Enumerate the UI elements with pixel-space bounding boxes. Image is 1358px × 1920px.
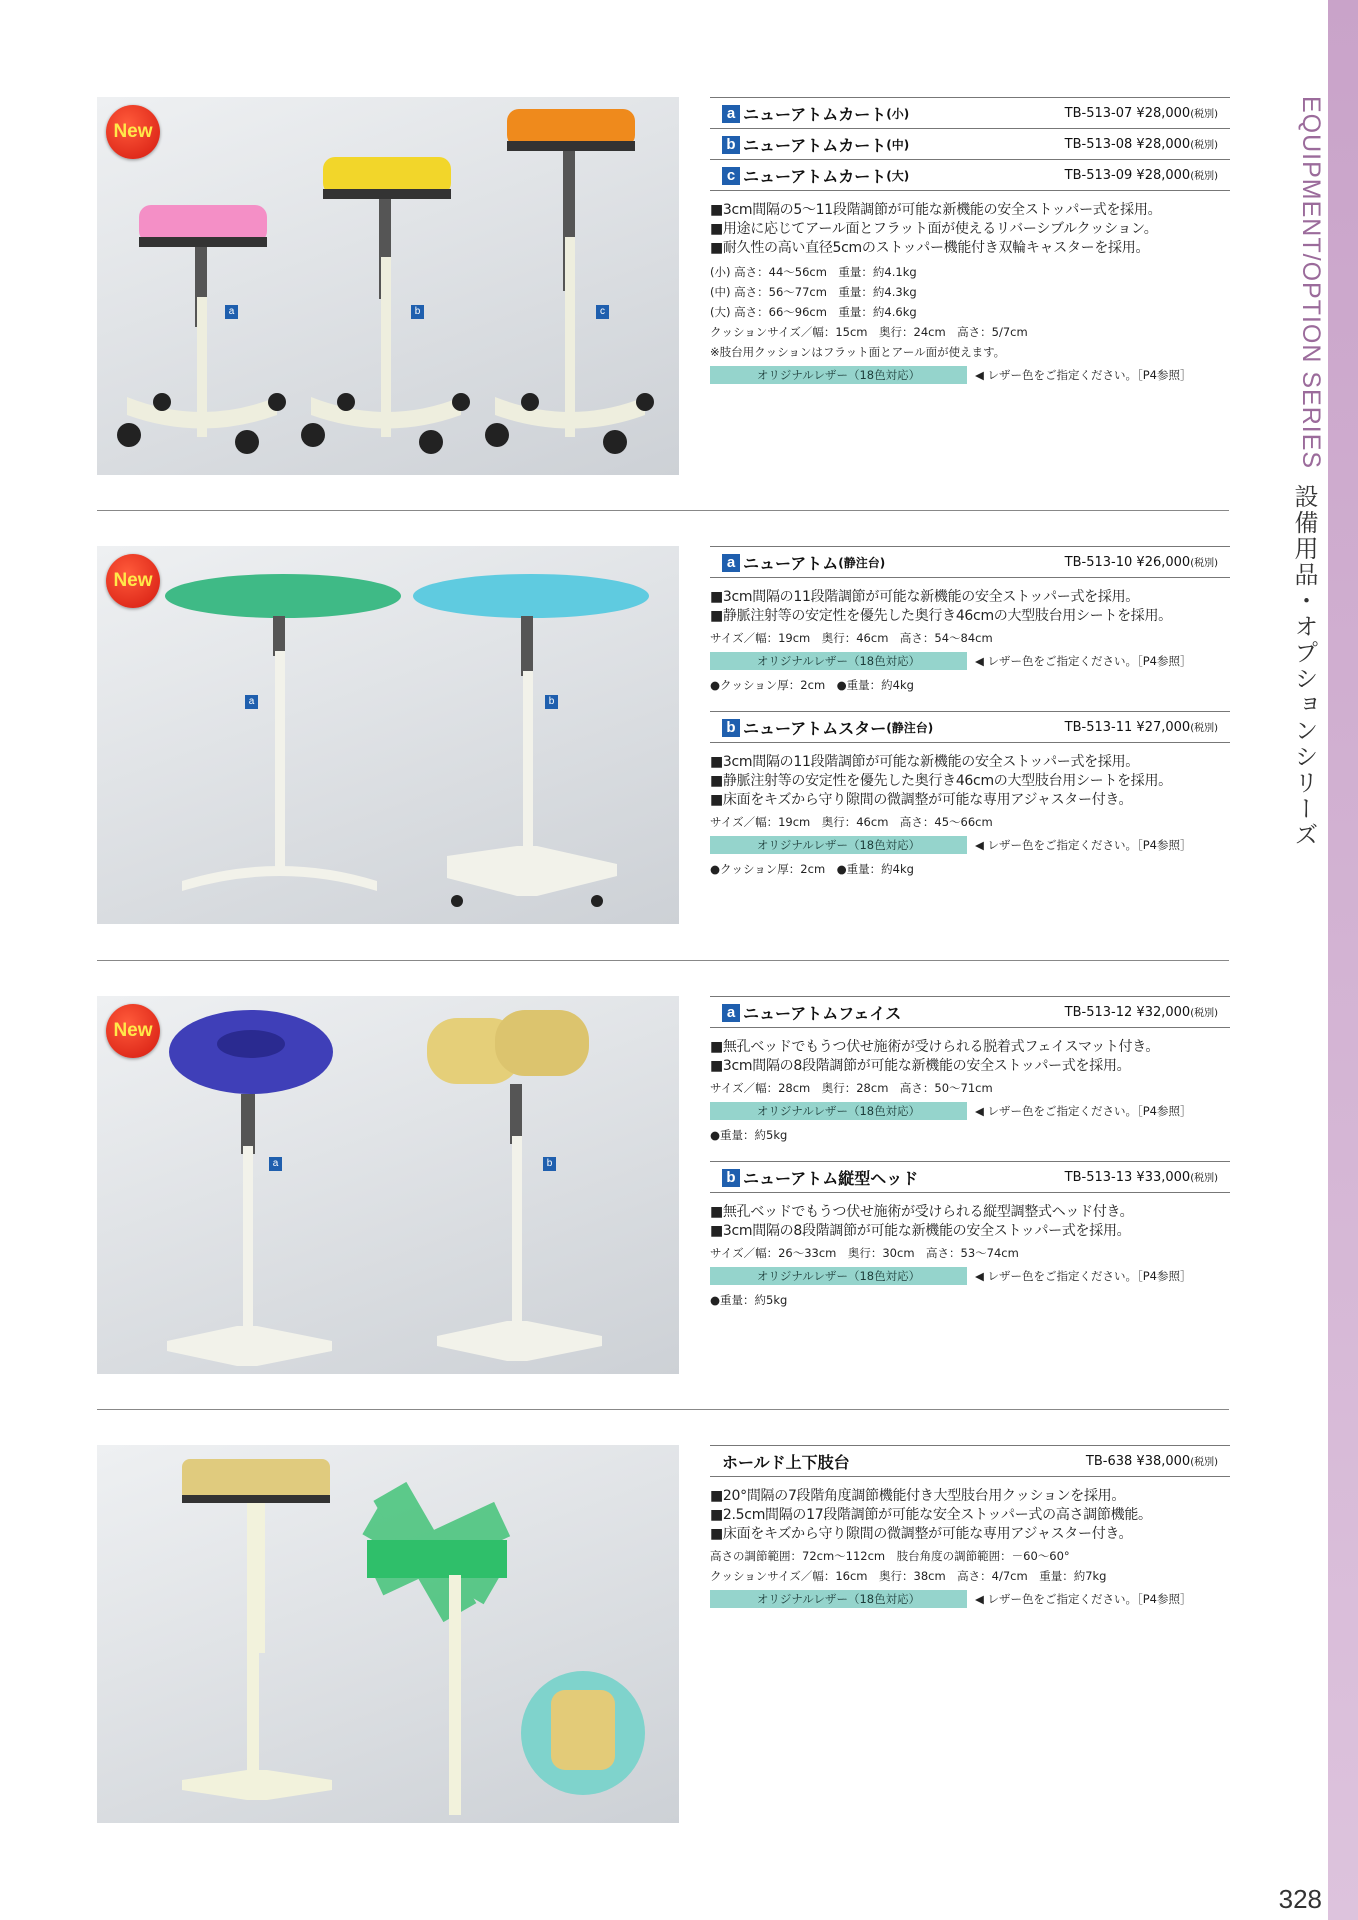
feature-line: ■3cm間隔の5～11段階調節が可能な新機能の安全ストッパー式を採用。: [710, 202, 1162, 218]
leather-row: [710, 652, 1230, 671]
photo-label-a: a: [269, 1157, 282, 1171]
feature-list: [710, 1038, 1230, 1076]
hold-limb-illustration: [97, 1445, 679, 1823]
new-badge: New: [106, 1004, 160, 1058]
leather-tag: オリジナルレザー（18色対応）: [710, 836, 967, 854]
section-hold-limb-stand: [97, 1445, 1229, 1825]
atom-face-illustration: [97, 996, 679, 1374]
photo-label-c: c: [596, 305, 609, 319]
feature-list: [710, 201, 1230, 258]
atom-cart-illustration: [97, 97, 679, 475]
spec-line: (中) 高さ：56～77cm 重量：約4.3kg: [710, 285, 917, 299]
product-header: [710, 160, 1230, 191]
product-letter: a: [722, 554, 740, 572]
product-code: TB-513-09: [1064, 168, 1133, 183]
product-header: [710, 711, 1230, 743]
product-photo-atom-face: [97, 996, 679, 1374]
feature-line: ■2.5cm間隔の17段階調節が可能な安全ストッパー式の高さ調節機能。: [710, 1507, 1152, 1523]
product-info-atom-cart: [710, 97, 1230, 385]
spec-list: [710, 262, 1230, 362]
leather-row: [710, 836, 1230, 855]
leather-row: [710, 366, 1230, 385]
product-price: ¥32,000: [1136, 1005, 1191, 1020]
feature-line: ■20°間隔の7段階角度調節機能付き大型肢台用クッションを採用。: [710, 1488, 1126, 1504]
product-price: ¥28,000: [1136, 106, 1191, 121]
tax-label: (税別): [1190, 1008, 1218, 1019]
product-header: [710, 996, 1230, 1028]
tax-label: (税別): [1190, 109, 1218, 120]
feature-list: [710, 1203, 1230, 1241]
feature-line: ■床面をキズから守り隙間の微調整が可能な専用アジャスター付き。: [710, 792, 1133, 808]
leather-note: ◀ レザー色をご指定ください。［P4参照］: [975, 1592, 1192, 1606]
product-photo-hold-limb: [97, 1445, 679, 1823]
product-header: [710, 1161, 1230, 1193]
product-name: ニューアトムカート: [743, 136, 887, 155]
product-photo-atom-cart: [97, 97, 679, 475]
product-letter: b: [722, 1169, 740, 1187]
spec-line: サイズ／幅：28cm 奥行：28cm 高さ：50～71cm: [710, 1081, 993, 1095]
feature-line: ■無孔ベッドでもうつ伏せ施術が受けられる縦型調整式ヘッド付き。: [710, 1204, 1134, 1220]
leather-tag: オリジナルレザー（18色対応）: [710, 1267, 967, 1285]
section-divider: [97, 1409, 1229, 1410]
feature-list: [710, 753, 1230, 810]
section-divider: [97, 960, 1229, 961]
spec-line: ※肢台用クッションはフラット面とアール面が使えます。: [710, 345, 1006, 359]
product-letter: b: [722, 136, 740, 154]
product-code: TB-513-13: [1064, 1170, 1133, 1185]
feature-line: ■3cm間隔の8段階調節が可能な新機能の安全ストッパー式を採用。: [710, 1223, 1131, 1239]
spec-line: サイズ／幅：26～33cm 奥行：30cm 高さ：53～74cm: [710, 1246, 1019, 1260]
product-subname: (静注台): [886, 721, 934, 735]
notes-line: ●クッション厚：2cm ●重量：約4kg: [710, 678, 914, 692]
new-badge: New: [106, 105, 160, 159]
product-subname: (静注台): [838, 556, 886, 570]
product-letter: a: [722, 105, 740, 123]
feature-line: ■静脈注射等の安定性を優先した奥行き46cmの大型肢台用シートを採用。: [710, 773, 1172, 789]
spec-list: [710, 1546, 1230, 1586]
product-header: [710, 1445, 1230, 1477]
product-name: ニューアトムフェイス: [743, 1004, 902, 1023]
leather-tag: オリジナルレザー（18色対応）: [710, 366, 967, 384]
product-info-atom-iv: [710, 546, 1230, 879]
tax-label: (税別): [1190, 723, 1218, 734]
leather-row: [710, 1102, 1230, 1121]
notes-line: ●重量：約5kg: [710, 1128, 788, 1142]
product-subname: (大): [886, 169, 910, 183]
leather-tag: オリジナルレザー（18色対応）: [710, 1102, 967, 1120]
sidebar-accent-bar: [1328, 0, 1358, 1920]
leather-note: ◀ レザー色をご指定ください。［P4参照］: [975, 838, 1192, 852]
feature-list: [710, 1487, 1230, 1544]
product-code: TB-638: [1085, 1454, 1133, 1469]
product-price: ¥28,000: [1136, 137, 1191, 152]
product-letter: c: [722, 167, 740, 185]
section-divider: [97, 510, 1229, 511]
spec-line: (大) 高さ：66～96cm 重量：約4.6kg: [710, 305, 917, 319]
tax-label: (税別): [1190, 558, 1218, 569]
product-header: [710, 97, 1230, 129]
product-price: ¥33,000: [1136, 1170, 1191, 1185]
leather-note: ◀ レザー色をご指定ください。［P4参照］: [975, 1269, 1192, 1283]
product-price: ¥28,000: [1136, 168, 1191, 183]
feature-list: [710, 588, 1230, 626]
notes-line: ●クッション厚：2cm ●重量：約4kg: [710, 862, 914, 876]
leather-note: ◀ レザー色をご指定ください。［P4参照］: [975, 654, 1192, 668]
product-name: ホールド上下肢台: [722, 1453, 850, 1472]
feature-line: ■無孔ベッドでもうつ伏せ施術が受けられる脱着式フェイスマット付き。: [710, 1039, 1160, 1055]
product-code: TB-513-08: [1064, 137, 1133, 152]
product-letter: b: [722, 719, 740, 737]
leather-row: [710, 1590, 1230, 1609]
product-name: ニューアトムスター: [743, 719, 887, 738]
product-price: ¥38,000: [1136, 1454, 1191, 1469]
product-subname: (中): [886, 138, 910, 152]
feature-line: ■用途に応じてアール面とフラット面が使えるリバーシブルクッション。: [710, 221, 1158, 237]
sidebar-title-jp: 設備用品・オプションシリーズ: [1290, 484, 1318, 848]
product-subname: (小): [886, 107, 910, 121]
page-number: 328: [1278, 1884, 1322, 1914]
product-name: ニューアトムカート: [743, 105, 887, 124]
photo-label-a: a: [225, 305, 238, 319]
photo-label-a: a: [245, 695, 258, 709]
photo-label-b: b: [543, 1157, 556, 1171]
spec-line: (小) 高さ：44～56cm 重量：約4.1kg: [710, 265, 917, 279]
section-atom-iv-stand: [97, 546, 1229, 926]
leather-row: [710, 1267, 1230, 1286]
leather-tag: オリジナルレザー（18色対応）: [710, 1590, 967, 1608]
feature-line: ■3cm間隔の11段階調節が可能な新機能の安全ストッパー式を採用。: [710, 754, 1139, 770]
product-info-atom-face: [710, 996, 1230, 1310]
tax-label: (税別): [1190, 171, 1218, 182]
sidebar-title-en: EQUIPMENT/OPTION SERIES: [1297, 96, 1325, 470]
product-price: ¥27,000: [1136, 720, 1191, 735]
photo-label-b: b: [411, 305, 424, 319]
feature-line: ■静脈注射等の安定性を優先した奥行き46cmの大型肢台用シートを採用。: [710, 608, 1172, 624]
notes-line: ●重量：約5kg: [710, 1293, 788, 1307]
product-header: [710, 129, 1230, 160]
product-code: TB-513-10: [1064, 555, 1133, 570]
product-name: ニューアトムカート: [743, 167, 887, 186]
spec-line: 高さの調節範囲：72cm～112cm 肢台角度の調節範囲：－60～60°: [710, 1549, 1070, 1563]
spec-line: クッションサイズ／幅：15cm 奥行：24cm 高さ：5/7cm: [710, 325, 1028, 339]
leather-note: ◀ レザー色をご指定ください。［P4参照］: [975, 1104, 1192, 1118]
section-atom-face: [97, 996, 1229, 1376]
tax-label: (税別): [1190, 1173, 1218, 1184]
product-name: ニューアトム縦型ヘッド: [743, 1169, 919, 1188]
product-code: TB-513-11: [1064, 720, 1133, 735]
leather-tag: オリジナルレザー（18色対応）: [710, 652, 967, 670]
product-photo-atom-iv: [97, 546, 679, 924]
product-header: [710, 546, 1230, 578]
product-code: TB-513-12: [1064, 1005, 1133, 1020]
product-info-hold-limb: [710, 1445, 1230, 1609]
feature-line: ■3cm間隔の8段階調節が可能な新機能の安全ストッパー式を採用。: [710, 1058, 1131, 1074]
new-badge: New: [106, 554, 160, 608]
spec-line: クッションサイズ／幅：16cm 奥行：38cm 高さ：4/7cm 重量：約7kg: [710, 1569, 1107, 1583]
tax-label: (税別): [1190, 1457, 1218, 1468]
section-atom-cart: [97, 97, 1229, 477]
feature-line: ■耐久性の高い直径5cmのストッパー機能付き双輪キャスターを採用。: [710, 240, 1150, 256]
feature-line: ■床面をキズから守り隙間の微調整が可能な専用アジャスター付き。: [710, 1526, 1133, 1542]
spec-line: サイズ／幅：19cm 奥行：46cm 高さ：45～66cm: [710, 815, 993, 829]
product-price: ¥26,000: [1136, 555, 1191, 570]
product-name: ニューアトム: [743, 554, 839, 573]
photo-label-b: b: [545, 695, 558, 709]
leather-note: ◀ レザー色をご指定ください。［P4参照］: [975, 368, 1192, 382]
spec-line: サイズ／幅：19cm 奥行：46cm 高さ：54～84cm: [710, 631, 993, 645]
atom-iv-illustration: [97, 546, 679, 924]
product-letter: a: [722, 1004, 740, 1022]
tax-label: (税別): [1190, 140, 1218, 151]
feature-line: ■3cm間隔の11段階調節が可能な新機能の安全ストッパー式を採用。: [710, 589, 1139, 605]
product-code: TB-513-07: [1064, 106, 1133, 121]
